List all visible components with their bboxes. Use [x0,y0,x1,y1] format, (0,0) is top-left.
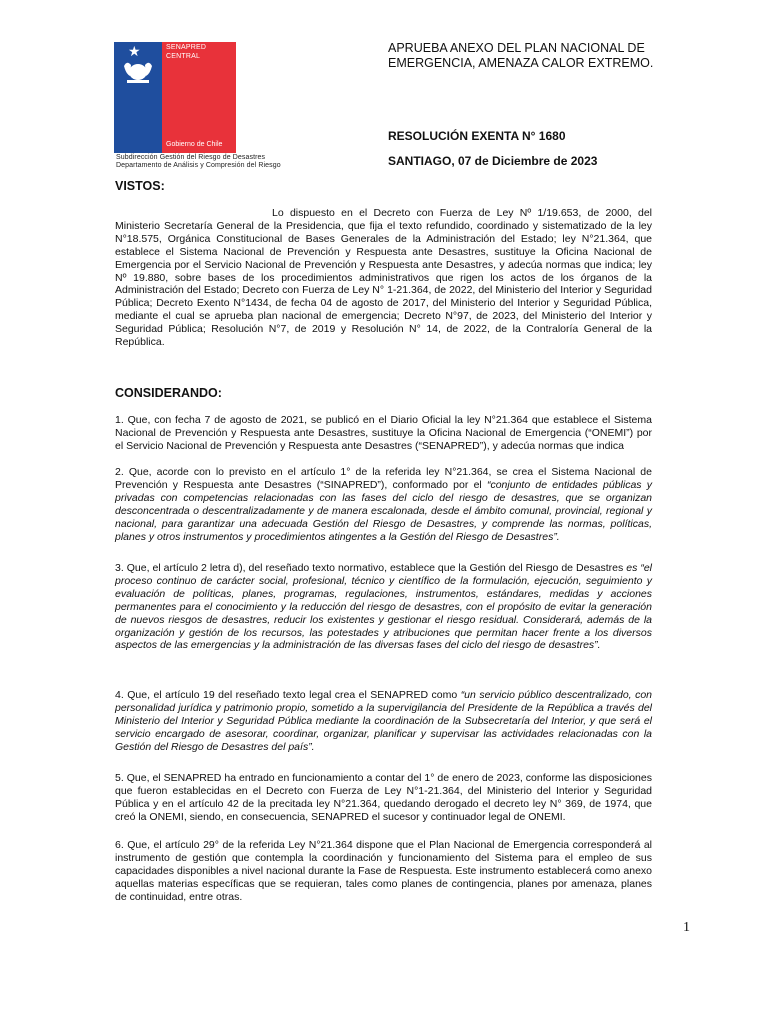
considerando-paragraph-3: 3. Que, el artículo 2 letra d), del reseñado texto normativo, establece que la Gestión del Riesgo de Desastres es “el proceso continuo de carácter social, profesional, técnico y científico de la formulación, ejecución, seguimiento y evaluación de políticas, planes, programas, regulaciones, instrumentos, estándares, medidas y acciones permanentes para el conocimiento y la reducción del riesgo de desastres, con el propósito de evitar la generación de nuevos riesgos de desastres, reducir los existentes y gestionar el riesgo residual. Considerará, además de la organización y gestión de los recursos, las potestades y atribuciones que permitan hacer frente a los diversos aspectos de las emergencias y la administración de las diversas fases del ciclo del riesgo de desastres”. [115,562,652,652]
document-title: APRUEBA ANEXO DEL PLAN NACIONAL DE EMERGENCIA, AMENAZA CALOR EXTREMO. [388,41,654,70]
considerando-paragraph-5: 5. Que, el SENAPRED ha entrado en funcionamiento a contar del 1° de enero de 2023, conforme las disposiciones que fueron establecidas en el Decreto con Fuerza de Ley N°1-21.364, del Ministerio del Interior y Seguridad Pública y en el artículo 42 de la precitada ley N°21.364, quedando derogado el decreto ley N° 369, de 1974, que creó la ONEMI, siendo, en consecuencia, SENAPRED el sucesor y continuador legal de ONEMI. [115,772,652,823]
considerando-paragraph-6: 6. Que, el artículo 29° de la referida Ley N°21.364 dispone que el Plan Nacional de Emergencia corresponderá al instrumento de gestión que contempla la coordinación y funcionamiento del Sistema para el empleo de sus capacidades disponibles a nivel nacional durante la Fase de Respuesta. Este instrumento establecerá como anexo aquellas materias específicas que se requieran, tales como planes de contingencia, planes por amenaza, planes de continuidad, entre otras. [115,839,652,903]
department-subtitles [116,154,281,170]
considerando-paragraph-4: 4. Que, el artículo 19 del reseñado texto legal crea el SENAPRED como “un servicio público descentralizado, con personalidad jurídica y patrimonio propio, sometido a la supervigilancia del Presidente de la República a través del Ministerio del Interior y Seguridad Pública mediante la coordinación de la Subsecretaría del Interior, y que será el servicio encargado de asesorar, coordinar, organizar, planificar y supervisar las actividades relacionadas con la Gestión del Riesgo de Desastres del país”. [115,689,652,753]
vistos-heading: VISTOS: [115,179,165,193]
star-icon: ★ [128,43,141,59]
department-line: Departamento de Análisis y Compresión del Riesgo [116,162,281,169]
coat-of-arms-icon [121,56,155,84]
resolution-date: SANTIAGO, 07 de Diciembre de 2023 [388,154,598,168]
vistos-paragraph: Lo dispuesto en el Decreto con Fuerza de Ley Nº 1/19.653, de 2000, del Ministerio Secretaría General de la Presidencia, que fija el texto refundido, coordinado y sistematizado de la ley N°18.575, Orgánica Constitucional de Bases Generales de la Administración del Estado; ley N°21.364, que establece el Sistema Nacional de Prevención y Respuesta ante Desastres, sustituye la Oficina Nacional de Emergencia por el Servicio Nacional de Prevención y Respuesta ante Desastres, y adecúa normas que indica; ley Nº 19.880, sobre bases de los procedimientos administrativos que rigen los actos de los órganos de la Administración del Estado; Decreto con Fuerza de Ley N° 1-21.364, de 2022, del Ministerio del Interior y Seguridad Pública; Decreto Exento N°1434, de fecha 04 de agosto de 2017, del Ministerio del Interior y Seguridad Pública, mediante el cual se aprueba plan nacional de emergencia; Decreto N°97, de 2023, del Ministerio del Interior y Seguridad Pública; Resolución N°7, de 2019 y Resolución N° 14, de 2022, de la Contraloría General de la República. [115,207,652,349]
logo-org-name: SENAPRED CENTRAL [166,44,207,60]
page-number: 1 [683,920,690,935]
resolution-number: RESOLUCIÓN EXENTA N° 1680 [388,129,566,143]
considerando-paragraph-2: 2. Que, acorde con lo previsto en el artículo 1° de la referida ley N°21.364, se crea el Sistema Nacional de Prevención y Respuesta ante Desastres (“SINAPRED”), conformado por el “conjunto de entidades públicas y privadas con competencias relacionadas con las fases del ciclo del riesgo de desastres, que se organizan desconcentrada o descentralizadamente y de manera escalonada, desde el ámbito comunal, provincial, regional y nacional, para garantizar una adecuada Gestión del Riesgo de Desastres, y comprende las normas, políticas, planes y otros instrumentos y procedimientos atingentes a la Gestión del Riesgo de Desastres”. [115,466,652,543]
subdirection-line: Subdirección Gestión del Riesgo de Desastres [116,154,266,161]
senapred-logo [114,42,236,153]
considerando-heading: CONSIDERANDO: [115,386,222,400]
logo-gov-label: Gobierno de Chile [166,141,223,148]
considerando-paragraph-1: 1. Que, con fecha 7 de agosto de 2021, se publicó en el Diario Oficial la ley N°21.364 que establece el Sistema Nacional de Prevención y Respuesta ante Desastres, sustituye la Oficina Nacional de Emergencia (“ONEMI”) por el Servicio Nacional de Prevención y Respuesta ante Desastres (“SENAPRED”), y adecúa normas que indica [115,414,652,452]
